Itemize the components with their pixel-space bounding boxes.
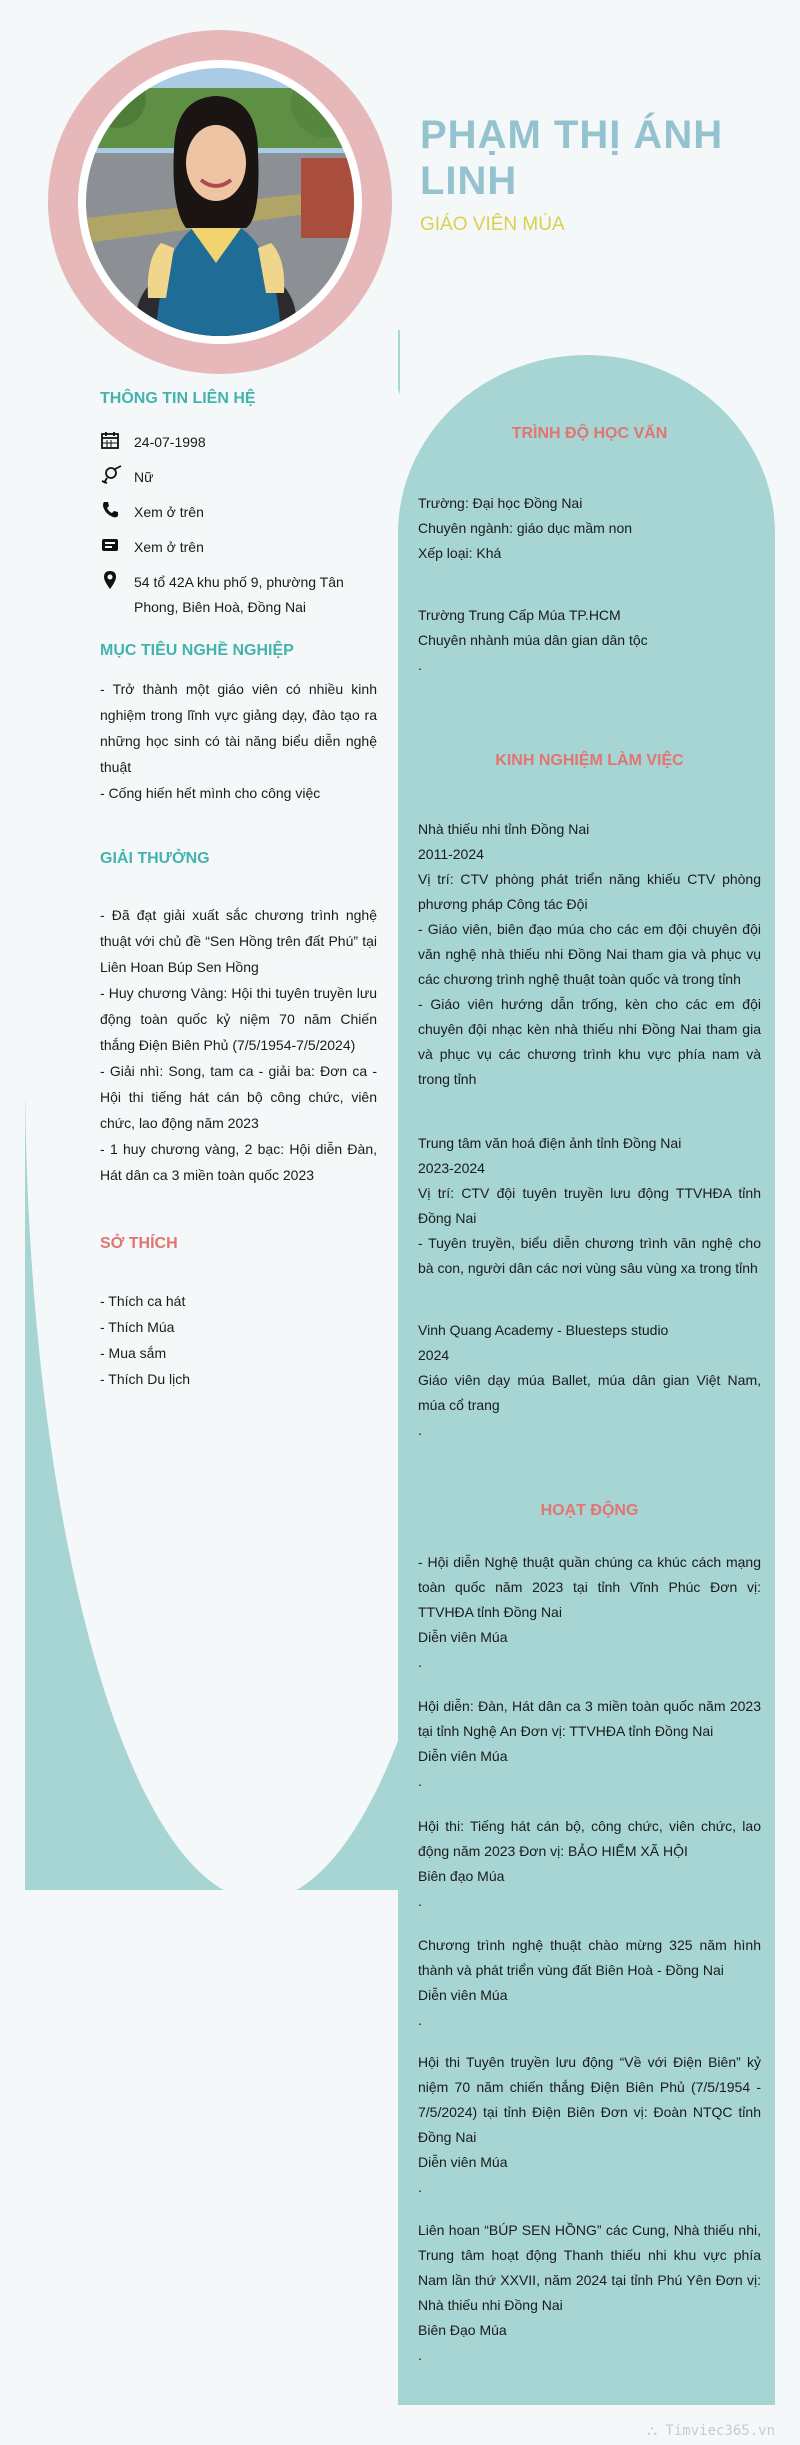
phone-icon: [100, 500, 134, 520]
activity-line: Hội diễn: Đàn, Hát dân ca 3 miền toàn quốc năm 2023 tại tỉnh Nghệ An Đơn vị: TTVHĐA tỉnh Đồng Nai: [418, 1698, 761, 1739]
phone-text: Xem ở trên: [134, 504, 204, 520]
activity-line: .: [418, 1893, 422, 1909]
activity-block: [418, 1550, 761, 1675]
avatar: [86, 68, 354, 336]
activity-block: [418, 1814, 761, 1914]
location-icon: [100, 570, 134, 590]
activity-line: Hội thi Tuyên truyền lưu động “Về với Điện Biên” kỷ niệm 70 năm chiến thắng Điện Biên Phủ (7/5/1954 - 7/5/2024) tại tỉnh Điện Biên Đơn vị: Đoàn NTQC tỉnh Đồng Nai: [418, 2054, 761, 2145]
watermark-text: Timviec365.vn: [665, 2423, 775, 2439]
birthday-text: 24-07-1998: [134, 434, 206, 450]
award-item: - Đã đạt giải xuất sắc chương trình nghệ thuật với chủ đề “Sen Hồng trên đất Phú” tại Liên Hoan Búp Sen Hồng: [100, 907, 377, 975]
hobbies-section-title: SỞ THÍCH: [100, 1235, 178, 1252]
activity-block: [418, 2050, 761, 2200]
gender-icon: [100, 465, 134, 485]
contact-section-title: THÔNG TIN LIÊN HỆ: [100, 390, 256, 407]
activity-line: .: [418, 2347, 422, 2363]
activity-line: - Hội diễn Nghệ thuật quần chúng ca khúc cách mạng toàn quốc năm 2023 tại tỉnh Vĩnh Phúc Đơn vị: TTVHĐA tỉnh Đồng Nai: [418, 1554, 761, 1620]
contact-gender: [100, 465, 400, 500]
contact-birthday: [100, 430, 400, 465]
experience-line: - Tuyên truyền, biểu diễn chương trình văn nghệ cho bà con, người dân các nơi vùng sâu vùng xa trong tỉnh: [418, 1235, 761, 1276]
award-item: - 1 huy chương vàng, 2 bạc: Hội diễn Đàn, Hát dân ca 3 miền toàn quốc 2023: [100, 1141, 377, 1183]
activity-block: [418, 2218, 761, 2368]
activity-line: .: [418, 1773, 422, 1789]
experience-line: - Giáo viên, biên đạo múa cho các em đội chuyên đội văn nghệ nhà thiếu nhi Đồng Nai tham gia và phục vụ các chương trình nghệ thuật toàn quốc và trong tỉnh: [418, 921, 761, 987]
activity-line: Liên hoan “BÚP SEN HỒNG” các Cung, Nhà thiếu nhi, Trung tâm hoạt động Thanh thiếu nhi khu vực phía Nam lần thứ XXVII, năm 2024 tại tỉnh Phú Yên Đơn vị: Nhà thiếu nhi Đồng Nai: [418, 2222, 761, 2313]
activity-line: .: [418, 2012, 422, 2028]
experience-line: Vinh Quang Academy - Bluesteps studio: [418, 1322, 669, 1338]
activity-line: .: [418, 1654, 422, 1670]
experience-line: Giáo viên dạy múa Ballet, múa dân gian Việt Nam, múa cổ trang: [418, 1372, 761, 1413]
activity-line: Biên đạo Múa: [418, 1868, 505, 1884]
education-line: Chuyên ngành: giáo dục mầm non: [418, 520, 633, 536]
activity-line: Diễn viên Múa: [418, 2154, 508, 2170]
hobby-item: - Thích Du lịch: [100, 1371, 190, 1387]
activity-line: Diễn viên Múa: [418, 1987, 508, 2003]
calendar-icon: [100, 430, 134, 450]
email-icon: [100, 535, 134, 555]
experience-line: Vị trí: CTV đội tuyên truyền lưu động TTVHĐA tỉnh Đồng Nai: [418, 1185, 761, 1226]
activities-section-title: HOẠT ĐỘNG: [540, 1502, 639, 1519]
watermark: [647, 2423, 775, 2439]
award-item: - Giải nhì: Song, tam ca - giải ba: Đơn ca - Hội thi tiếng hát cán bộ công chức, viên chức, lao động năm 2023: [100, 1063, 377, 1131]
activity-line: Biên Đạo Múa: [418, 2322, 507, 2338]
experience-line: Vị trí: CTV phòng phát triển năng khiếu CTV phòng phương pháp Công tác Đội: [418, 871, 761, 912]
education-line: Trường Trung Cấp Múa TP.HCM: [418, 607, 621, 623]
experience-line: .: [418, 1422, 422, 1438]
education-section-title: TRÌNH ĐỘ HỌC VẤN: [511, 425, 668, 442]
candidate-name: PHẠM THỊ ÁNH LINH: [420, 113, 724, 203]
activity-block: [418, 1933, 761, 2033]
contact-phone: [100, 500, 400, 535]
contact-email: [100, 535, 400, 570]
experience-line: 2011-2024: [418, 846, 484, 862]
education-line: .: [418, 657, 422, 673]
experience-block: [418, 1318, 761, 1443]
objective-section-title: MỤC TIÊU NGHỀ NGHIỆP: [100, 642, 294, 659]
award-item: - Huy chương Vàng: Hội thi tuyên truyền lưu động toàn quốc kỷ niệm 70 năm Chiến thắng Điện Biên Phủ (7/5/1954-7/5/2024): [100, 985, 377, 1053]
objective-line: - Cống hiến hết mình cho công việc: [100, 785, 321, 801]
experience-block: [418, 1131, 761, 1281]
activity-line: Hội thi: Tiếng hát cán bộ, công chức, viên chức, lao động năm 2023 Đơn vị: BẢO HIỂM XÃ HỘI: [418, 1818, 761, 1859]
experience-line: 2023-2024: [418, 1160, 485, 1176]
experience-section-title: KINH NGHIỆM LÀM VIỆC: [495, 752, 684, 769]
email-text: Xem ở trên: [134, 539, 204, 555]
contact-address: [100, 570, 400, 620]
hobby-item: - Thích Múa: [100, 1319, 175, 1335]
activity-line: Diễn viên Múa: [418, 1629, 508, 1645]
education-block: [418, 491, 761, 566]
objective-line: - Trở thành một giáo viên có nhiều kinh nghiệm trong lĩnh vực giảng dạy, đào tạo ra những học sinh có tài năng biểu diễn nghệ thuật: [100, 681, 377, 775]
watermark-logo-icon: ⛬: [647, 2423, 666, 2439]
awards-text: [100, 902, 377, 1188]
hobby-item: - Thích ca hát: [100, 1293, 186, 1309]
objective-text: [100, 676, 377, 806]
activity-block: [418, 1694, 761, 1794]
education-line: Xếp loại: Khá: [418, 545, 502, 561]
activity-line: Chương trình nghệ thuật chào mừng 325 năm hình thành và phát triển vùng đất Biên Hoà - Đồng Nai: [418, 1937, 761, 1978]
gender-text: Nữ: [134, 469, 154, 485]
profile-photo: [86, 68, 354, 336]
experience-line: 2024: [418, 1347, 450, 1363]
education-line: Trường: Đại học Đồng Nai: [418, 495, 583, 511]
address-text: 54 tổ 42A khu phố 9, phường Tân Phong, Biên Hoà, Đồng Nai: [134, 574, 344, 615]
education-line: Chuyên nhành múa dân gian dân tộc: [418, 632, 648, 648]
contact-list: [100, 430, 400, 620]
job-title: GIÁO VIÊN MÚA: [420, 214, 565, 235]
experience-line: Trung tâm văn hoá điện ảnh tỉnh Đồng Nai: [418, 1135, 682, 1151]
activity-line: .: [418, 2179, 422, 2195]
education-block: [418, 603, 761, 678]
hobbies-list: [100, 1288, 377, 1392]
experience-line: - Giáo viên hướng dẫn trống, kèn cho các em đội chuyên đội nhạc kèn nhà thiếu nhi Đồng Nai tham gia và phục vụ các chương trình khu vực phía nam và trong tỉnh: [418, 996, 761, 1087]
experience-block: [418, 817, 761, 1092]
experience-line: Nhà thiếu nhi tỉnh Đồng Nai: [418, 821, 590, 837]
activity-line: Diễn viên Múa: [418, 1748, 508, 1764]
awards-section-title: GIẢI THƯỞNG: [100, 850, 210, 867]
hobby-item: - Mua sắm: [100, 1345, 167, 1361]
